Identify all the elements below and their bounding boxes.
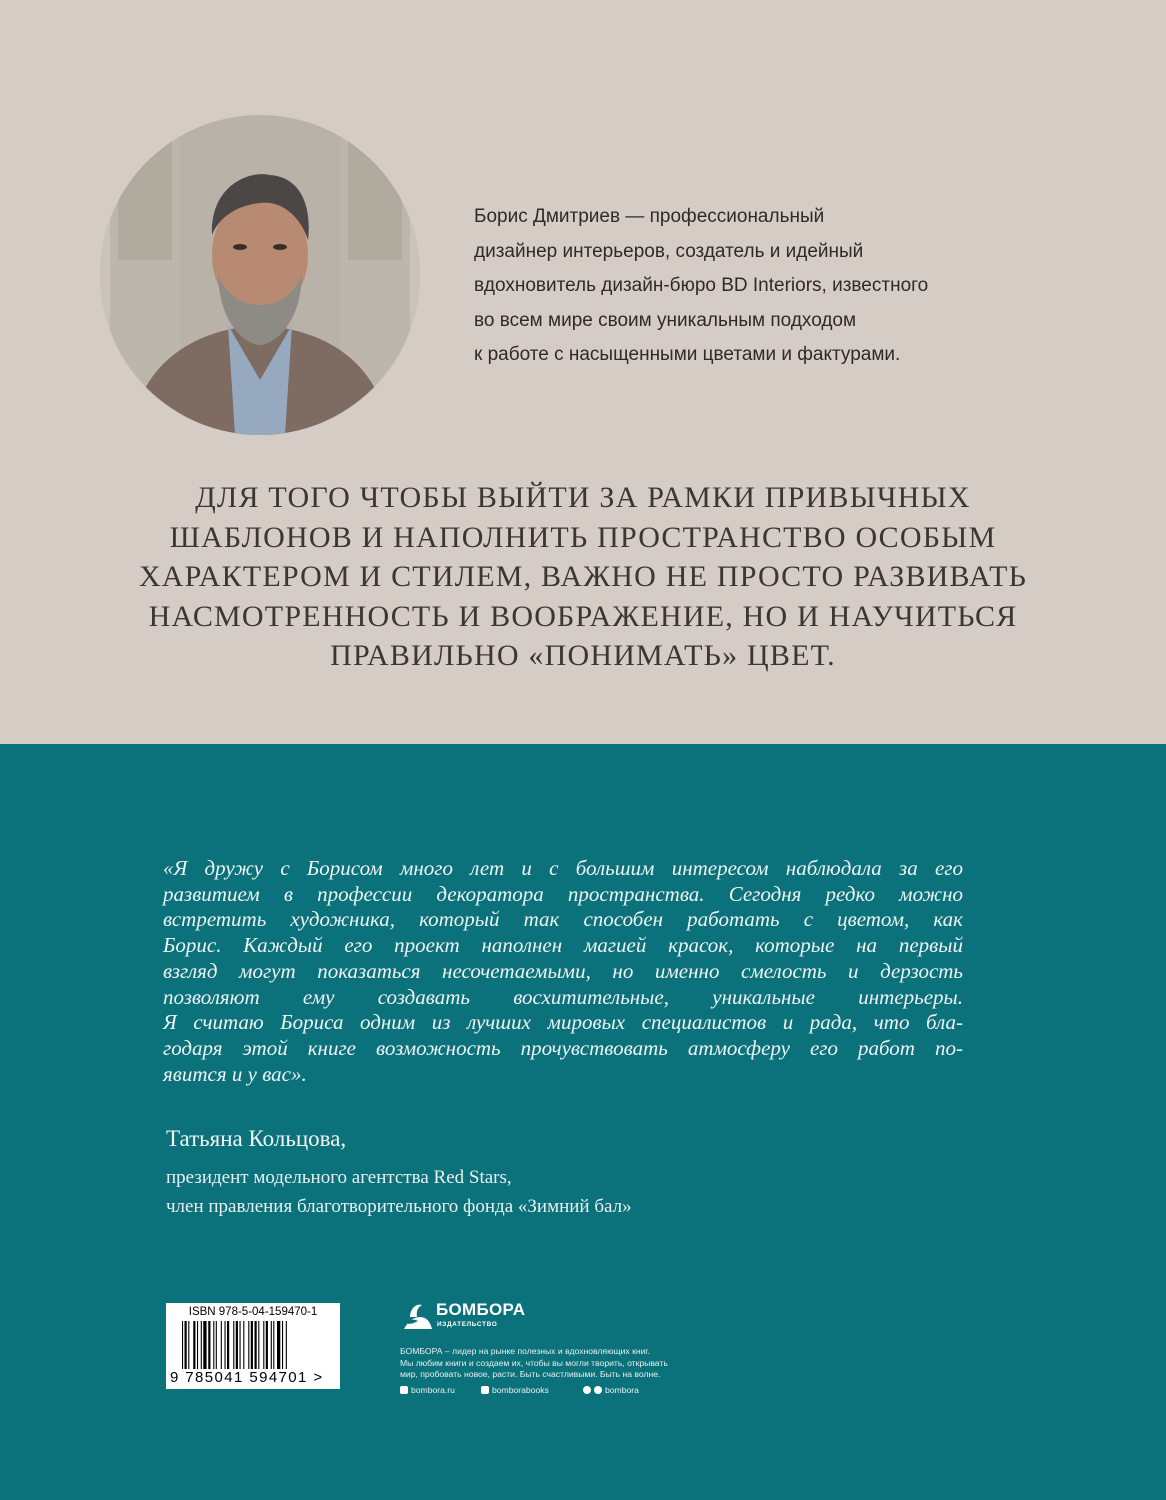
testimonial-quote	[163, 856, 963, 1087]
isbn-label: ISBN 978-5-04-159470-1	[188, 1306, 318, 1318]
quote-line: Борис. Каждый его проект наполнен магией красок, которые на первый	[163, 933, 963, 958]
publisher-subtitle: ИЗДАТЕЛЬСТВО	[437, 1321, 498, 1328]
author-bio	[474, 200, 1014, 373]
author-portrait	[100, 115, 420, 435]
quote-line: позволяют ему создавать восхитительные, уникальные интерьеры.	[163, 984, 963, 1009]
bio-line: дизайнер интерьеров, создатель и идейный	[474, 240, 864, 262]
plus-icon	[583, 1386, 591, 1394]
publisher-description-line: мир, пробовать новое, расти. Быть счастливыми. Быть на волне.	[400, 1369, 661, 1380]
testimonial-author: Татьяна Кольцова,	[166, 1126, 347, 1151]
headline	[100, 478, 1066, 676]
quote-line: годаря этой книге возможность прочувствовать атмосферу его работ по-	[163, 1035, 963, 1060]
bio-line: вдохновитель дизайн-бюро BD Interiors, известного	[474, 275, 929, 296]
publisher-description	[400, 1346, 720, 1381]
social-telegram[interactable]	[583, 1385, 639, 1395]
barcode-bars	[182, 1321, 324, 1369]
headline-line: ПРАВИЛЬНО «ПОНИМАТЬ» ЦВЕТ.	[330, 639, 836, 672]
quote-line: Я считаю Бориса одним из лучших мировых специалистов и рада, что бла-	[163, 1010, 963, 1035]
quote-line: встретить художника, который так способен работать с цветом, как	[163, 907, 963, 932]
social-label: bombora	[605, 1385, 639, 1395]
social-website[interactable]	[400, 1385, 455, 1395]
social-vk[interactable]	[481, 1385, 549, 1395]
social-label: bomborabooks	[492, 1385, 549, 1395]
quote-line: «Я дружу с Борисом много лет и с большим интересом наблюдала за его	[163, 856, 963, 880]
bio-line: во всем мире своим уникальным подходом	[474, 309, 857, 331]
bio-line: Борис Дмитриев — профессиональный	[474, 206, 825, 227]
headline-line: ШАБЛОНОВ И НАПОЛНИТЬ ПРОСТРАНСТВО ОСОБЫМ	[169, 520, 997, 554]
quote-line: явится и у вас».	[163, 1061, 307, 1086]
testimonial-author-title: президент модельного агентства Red Stars,	[166, 1167, 512, 1188]
headline-line: ДЛЯ ТОГО ЧТОБЫ ВЫЙТИ ЗА РАМКИ ПРИВЫЧНЫХ	[195, 481, 971, 514]
telegram-icon	[594, 1386, 602, 1394]
publisher-description-line: БОМБОРА – лидер на рынке полезных и вдохновляющих книг.	[400, 1346, 650, 1356]
publisher-name: БОМБОРА	[436, 1300, 526, 1319]
isbn-digits: 9 785041 594701 >	[170, 1369, 324, 1386]
quote-line: взгляд могут показаться несочетаемыми, но именно смелость и дерзость	[163, 958, 963, 983]
social-label: bombora.ru	[411, 1385, 455, 1395]
headline-line: НАСМОТРЕННОСТЬ И ВООБРАЖЕНИЕ, НО И НАУЧИТЬСЯ	[148, 599, 1018, 633]
publisher-description-line: Мы любим книги и создаем их, чтобы вы могли творить, открывать	[400, 1357, 668, 1368]
vk-icon	[481, 1386, 489, 1394]
instagram-icon	[400, 1386, 408, 1394]
headline-line: ХАРАКТЕРОМ И СТИЛЕМ, ВАЖНО НЕ ПРОСТО РАЗВИВАТЬ	[138, 560, 1028, 593]
quote-line: развитием в профессии декоратора пространства. Сегодня редко можно	[163, 881, 963, 906]
isbn-barcode	[166, 1303, 340, 1389]
bio-line: к работе с насыщенными цветами и фактурами.	[474, 344, 901, 365]
bombora-logo-icon	[400, 1299, 434, 1333]
testimonial-author-title: член правления благотворительного фонда «Зимний бал»	[166, 1196, 632, 1217]
